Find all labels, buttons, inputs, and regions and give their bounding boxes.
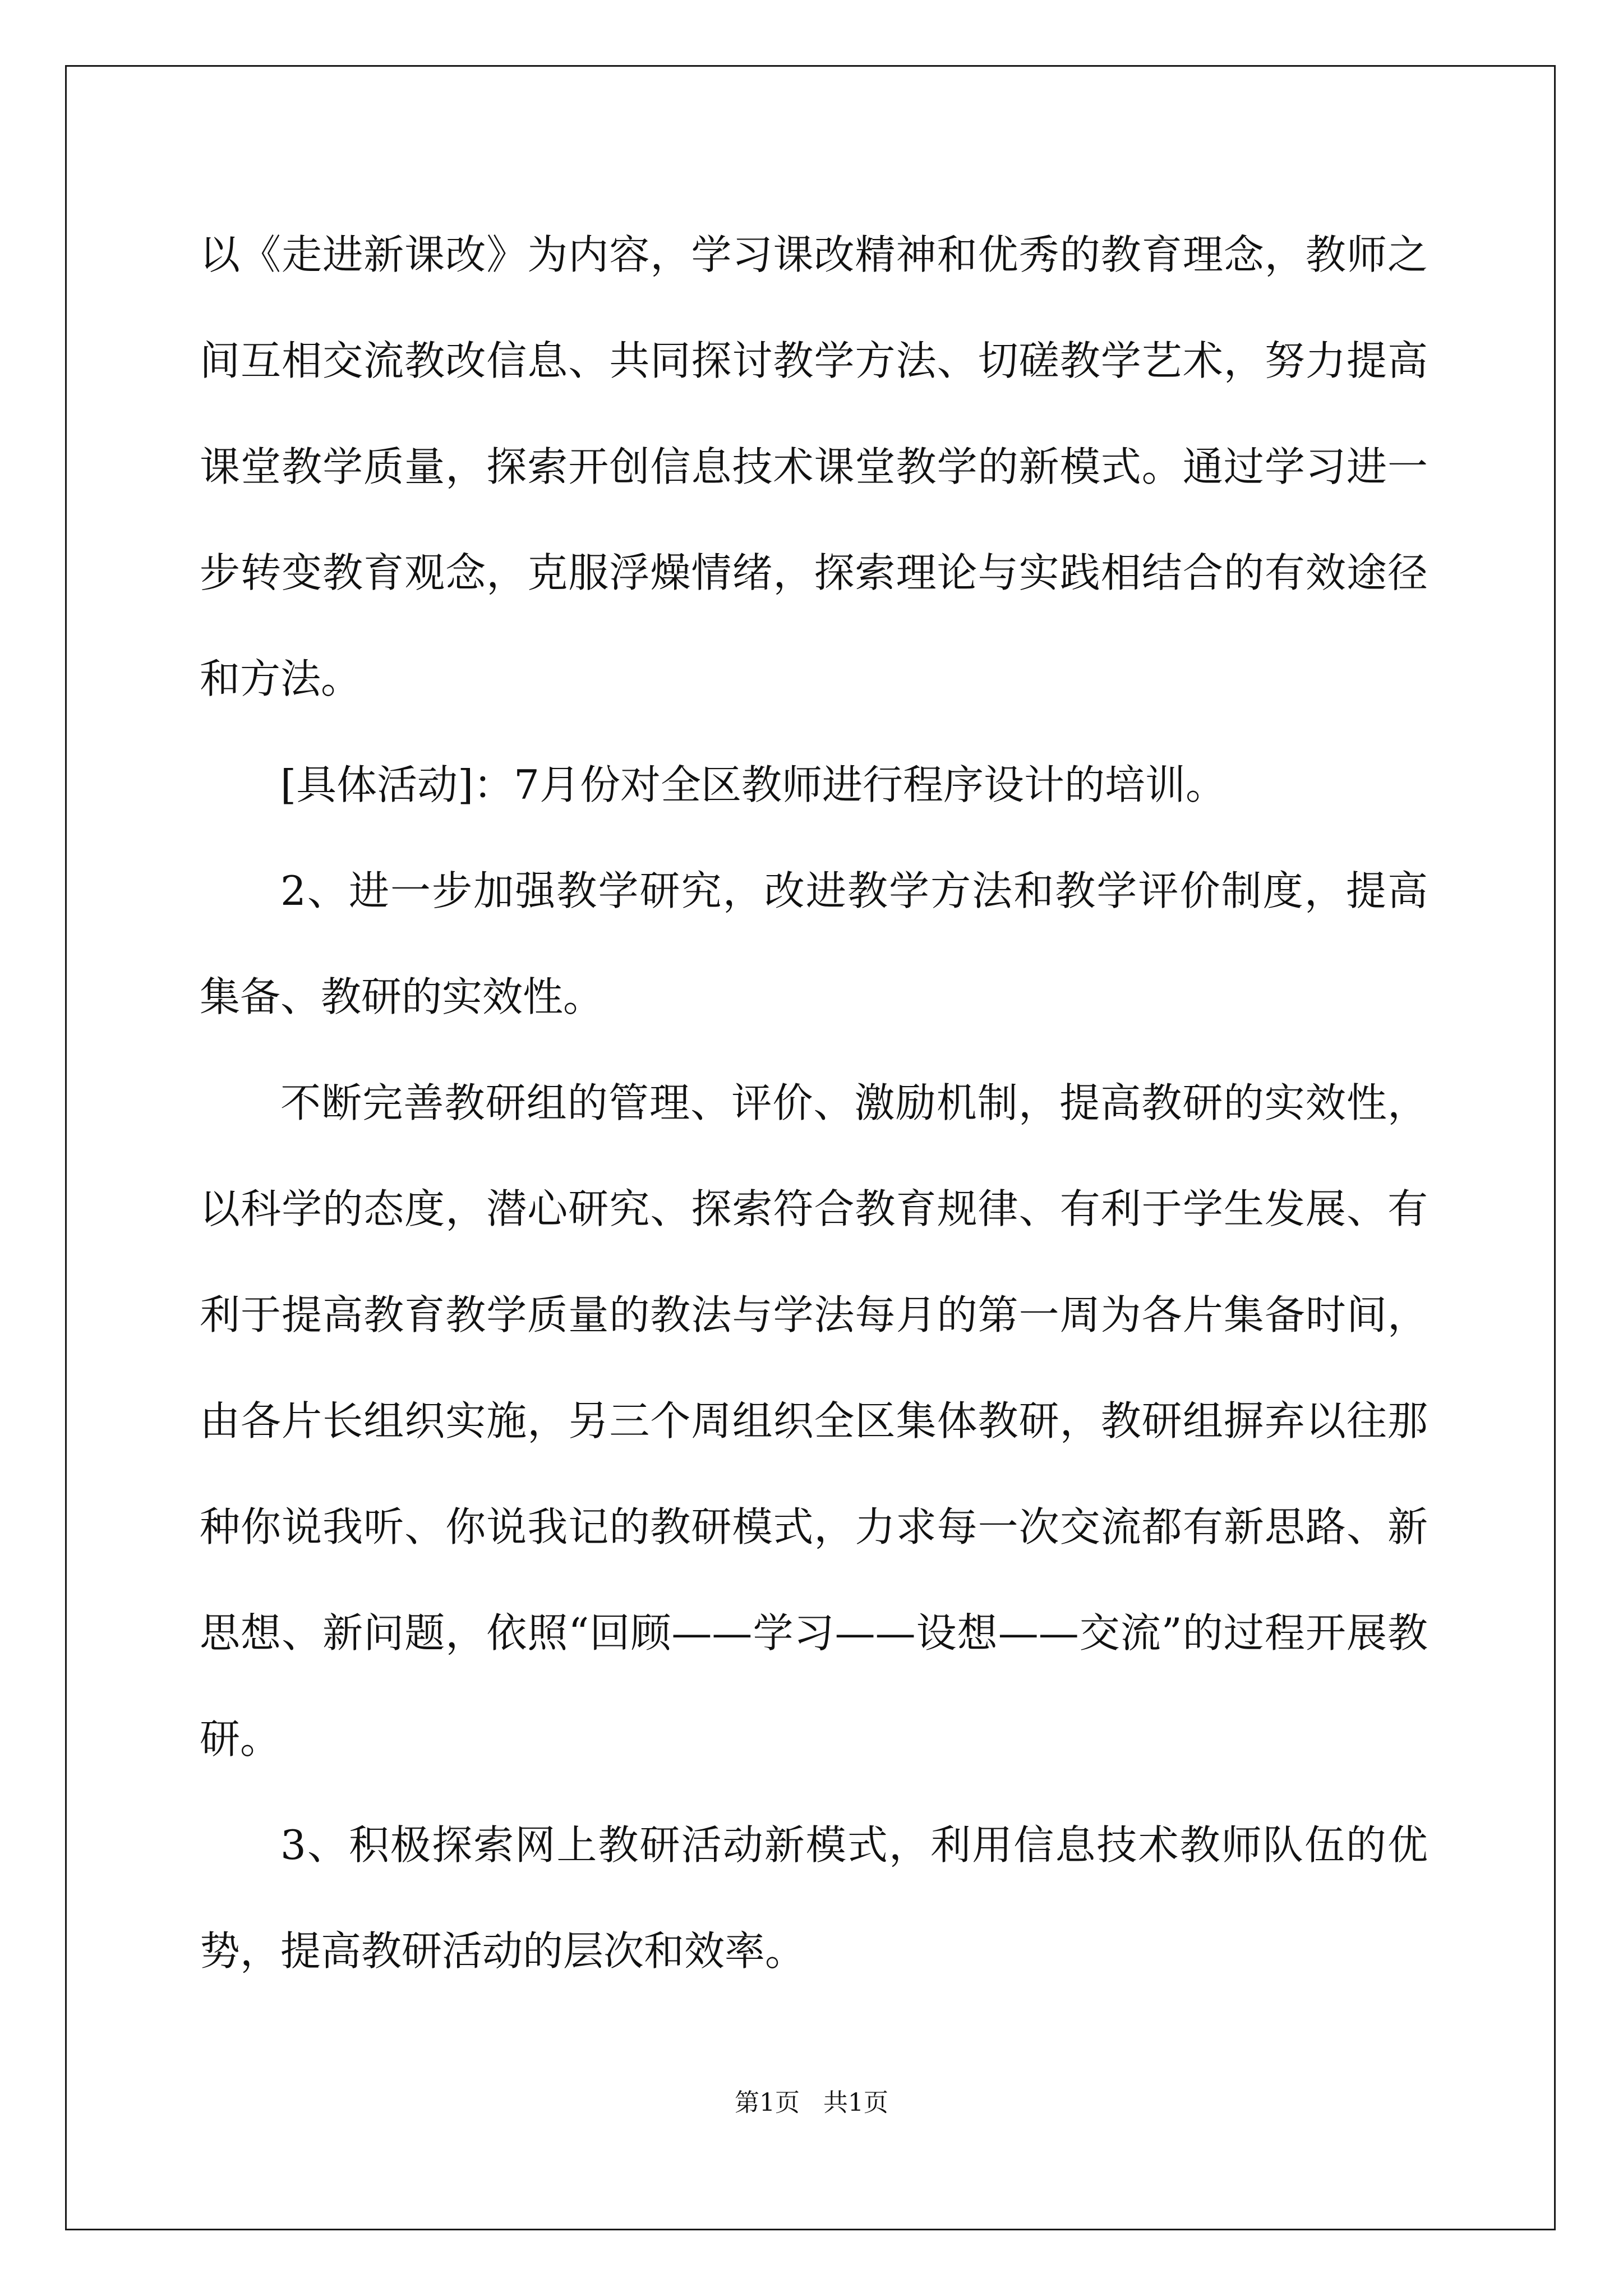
paragraph-2: [具体活动]：7月份对全区教师进行程序设计的培训。 <box>280 761 1226 808</box>
paragraph-5: 3、积极探索网上教研活动新模式，利用信息技术教师队伍的优势，提高教研活动的层次和效率。 <box>200 1821 1428 1975</box>
page-footer: 第1页 共1页 <box>735 2088 888 2117</box>
paragraph-3: 2、进一步加强教学研究，改进教学方法和教学评价制度，提高集备、教研的实效性。 <box>200 867 1428 1020</box>
paragraph-1: 以《走进新课改》为内容，学习课改精神和优秀的教育理念，教师之间互相交流教改信息、共同探讨教学方法、切磋教学艺术，努力提高课堂教学质量，探索开创信息技术课堂教学的新模式。通过学习进一步转变教育观念，克服浮燥情绪，探索理论与实践相结合的有效途径和方法。 <box>200 231 1428 702</box>
document-body <box>200 202 1428 2004</box>
paragraph-4: 不断完善教研组的管理、评价、激励机制，提高教研的实效性，以科学的态度，潜心研究、探索符合教育规律、有利于学生发展、有利于提高教育教学质量的教法与学法每月的第一周为各片集备时间，由各片长组织实施，另三个周组织全区集体教研，教研组摒弃以往那种你说我听、你说我记的教研模式，力求每一次交流都有新思路、新思想、新问题，依照“回顾——学习——设想——交流”的过程开展教研。 <box>200 1079 1428 1763</box>
